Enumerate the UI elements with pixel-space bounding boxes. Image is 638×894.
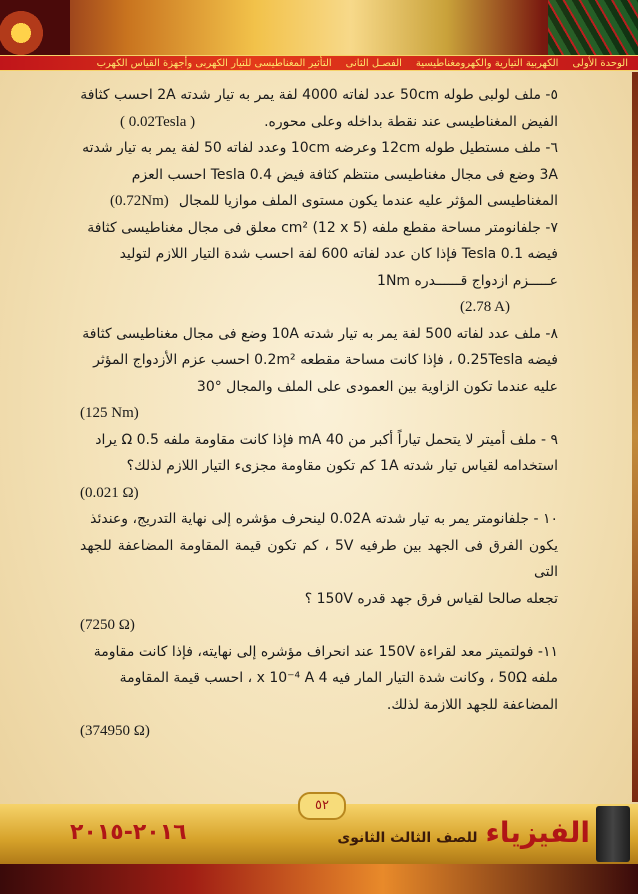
- page-footer: [0, 792, 638, 894]
- questions-list: [80, 82, 558, 745]
- question-line: عـــــزم ازدواج قــــــدره 1Nm: [377, 272, 558, 289]
- question-line: ٥- ملف لولبى طوله 50cm عدد لفاته 4000 لفة يمر به تيار شدته 2A احسب كثافة: [80, 87, 558, 103]
- question-line: يكون الفرق فى الجهد بين طرفيه 5V ، كم تكون قيمة المقاومة المضاعفة للجهد التى: [80, 537, 558, 580]
- question-line: ٦- ملف مستطيل طوله 12cm وعرضه 10cm وعدد لفاته 50 لفة يمر به تيار شدته: [82, 140, 558, 156]
- top-decorative-banner: [0, 0, 638, 55]
- running-header: [0, 55, 638, 71]
- header-unit-title: الكهربية التيارية والكهرومغناطيسية: [415, 57, 559, 69]
- question-line: عليه عندما تكون الزاوية بين العمودى على الملف والمجال °30: [196, 378, 558, 395]
- question-line: استخدامه لقياس تيار شدته 1A كم تكون مقاومة مجزىء التيار اللازم لذلك؟: [126, 458, 558, 474]
- header-unit: الوحدة الأولى: [572, 57, 628, 69]
- answer: (374950 Ω): [80, 723, 150, 739]
- question-line: 3A وضع فى مجال مغناطيسى منتظم كثافة فيض 0.4 Tesla احسب العزم: [131, 166, 558, 183]
- question-line: ١٠ - جلفانومتر يمر به تيار شدته 0.02A لينحرف مؤشره إلى نهاية التدريج، وعندئذ: [90, 511, 558, 527]
- side-decorative-bar: [632, 72, 638, 802]
- question-line: ملفه 50Ω ، وكانت شدة التيار المار فيه 4 x 10⁻⁴ A ، احسب قيمة المقاومة: [119, 670, 558, 686]
- header-chapter-title: التأثير المغناطيسى للتيار الكهربى وأجهزة القياس الكهرب: [96, 57, 332, 69]
- answer: (0.021 Ω): [80, 484, 139, 501]
- question-line: المغناطيسى المؤثر عليه عندما يكون مستوى الملف موازيا للمجال: [178, 193, 558, 209]
- question-5: [80, 82, 558, 135]
- decorative-rays-image: [548, 0, 638, 55]
- question-line: ١١- فولتميتر معد لقراءة 150V عند انحراف مؤشره إلى نهايته، فإذا كانت مقاومة: [93, 643, 558, 660]
- book-spine-icon: [596, 806, 630, 862]
- header-chapter: الفصـل الثانى: [345, 57, 402, 69]
- decorative-swirl-image: [0, 0, 70, 55]
- question-7: [80, 215, 558, 321]
- answer: (125 Nm): [80, 405, 139, 421]
- question-line: الفيض المغناطيسى عند نقطة بداخله وعلى محوره.: [264, 113, 558, 130]
- page-number: ٥٢: [298, 792, 346, 820]
- footer-brand: [337, 816, 590, 849]
- question-6: [80, 135, 558, 215]
- question-10: [80, 506, 558, 639]
- footer-grade: للصف الثالث الثانوى: [337, 830, 478, 846]
- question-11: [80, 639, 558, 745]
- question-line: ٩ - ملف أميتر لا يتحمل تياراً أكبر من 40 mA فإذا كانت مقاومة ملفه Ω 0.5 يراد: [95, 431, 558, 448]
- question-line: فيضه 0.25Tesla ، فإذا كانت مساحة مقطعه 0.2m² احسب عزم الأزدواج المؤثر: [93, 352, 558, 368]
- question-9: [80, 427, 558, 507]
- answer: (0.72Nm): [110, 193, 169, 209]
- question-line: ٨- ملف عدد لفاته 500 لفة يمر به تيار شدته 10A وضع فى مجال مغناطيسى كثافة: [82, 325, 558, 342]
- question-line: ٧- جلفانومتر مساحة مقطع ملفه cm² (12 x 5) معلق فى مجال مغناطيسى كثافة: [87, 219, 558, 236]
- question-line: تجعله صالحا لقياس فرق جهد قدره 150V ؟: [304, 590, 558, 607]
- answer: (7250 Ω): [80, 617, 135, 633]
- footer-years: ٢٠١٦-٢٠١٥: [70, 820, 187, 845]
- question-8: [80, 321, 558, 427]
- question-line: فيضه 0.1 Tesla فإذا كان عدد لفاته 600 لفة احسب شدة التيار اللازم لتوليد: [119, 246, 558, 262]
- footer-decorative-strip: [0, 864, 638, 894]
- answer: ( 0.02Tesla ): [120, 113, 196, 130]
- footer-subject: الفيزياء: [485, 816, 590, 849]
- answer: (2.78 A): [460, 299, 510, 315]
- question-line: المضاعفة للجهد اللازمة لذلك.: [386, 696, 558, 713]
